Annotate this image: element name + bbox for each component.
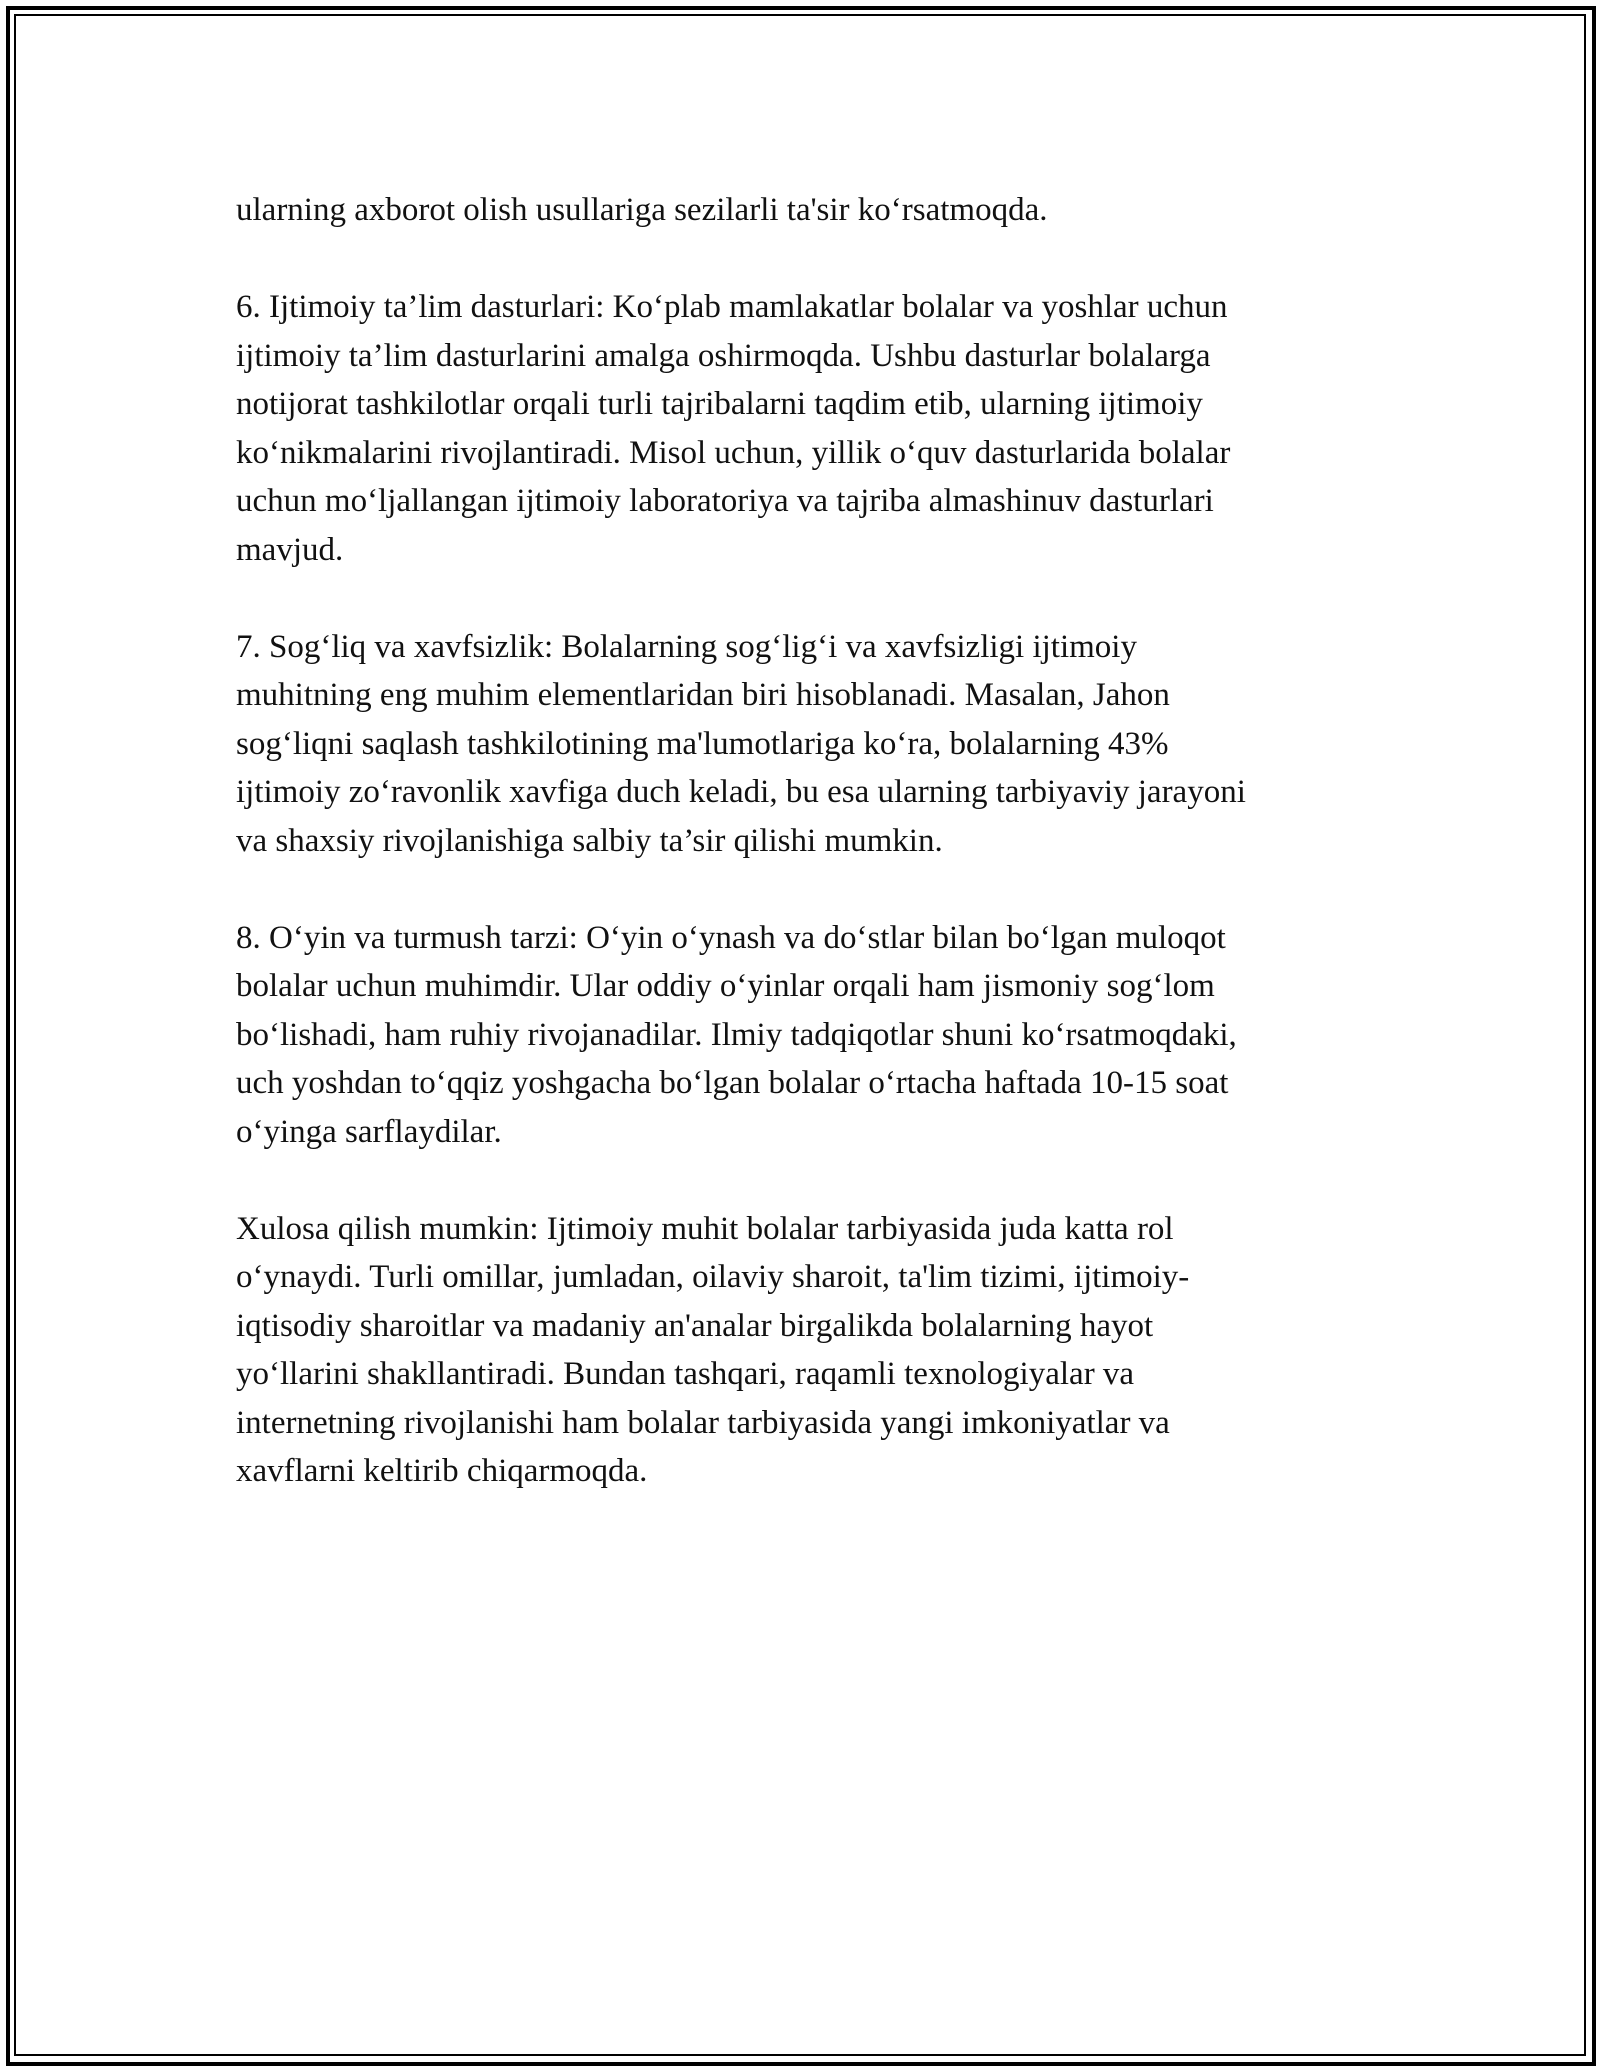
- text-line: ijtimoiy zo‘ravonlik xavfiga duch keladi, bu esa ularning tarbiyaviy jarayoni: [236, 774, 1246, 810]
- text-line: yo‘llarini shakllantiradi. Bundan tashqari, raqamli texnologiyalar va: [236, 1356, 1135, 1392]
- paragraph-conclusion: [236, 1205, 1366, 1496]
- text-line: Xulosa qilish mumkin: Ijtimoiy muhit bolalar tarbiyasida juda katta rol: [236, 1210, 1174, 1247]
- text-line: bolalar uchun muhimdir. Ular oddiy o‘yinlar orqali ham jismoniy sog‘lom: [236, 968, 1215, 1004]
- text-line: bo‘lishadi, ham ruhiy rivojanadilar. Ilmiy tadqiqotlar shuni ko‘rsatmoqdaki,: [236, 1016, 1237, 1053]
- paragraph-play-lifestyle: [236, 914, 1366, 1157]
- text-line: sog‘liqni saqlash tashkilotining ma'lumotlariga ko‘ra, bolalarning 43%: [236, 725, 1169, 762]
- text-line: uch yoshdan to‘qqiz yoshgacha bo‘lgan bolalar o‘rtacha haftada 10-15 soat: [236, 1065, 1229, 1101]
- text-line: ko‘nikmalarini rivojlantiradi. Misol uchun, yillik o‘quv dasturlarida bolalar: [236, 434, 1231, 471]
- text-line: va shaxsiy rivojlanishiga salbiy ta’sir qilishi mumkin.: [236, 822, 943, 859]
- text-line: 6. Ijtimoiy ta’lim dasturlari: Ko‘plab mamlakatlar bolalar va yoshlar uchun: [236, 289, 1228, 325]
- text-line: uchun mo‘ljallangan ijtimoiy laboratoriya va tajriba almashinuv dasturlari: [236, 483, 1214, 519]
- text-line: muhitning eng muhim elementlaridan biri hisoblanadi. Masalan, Jahon: [236, 677, 1170, 713]
- paragraph-health-safety: [236, 623, 1366, 866]
- text-line: iqtisodiy sharoitlar va madaniy an'analar birgalikda bolalarning hayot: [236, 1307, 1154, 1344]
- text-line: 7. Sog‘liq va xavfsizlik: Bolalarning sog‘lig‘i va xavfsizligi ijtimoiy: [236, 628, 1137, 665]
- text-line: o‘ynaydi. Turli omillar, jumladan, oilaviy sharoit, ta'lim tizimi, ijtimoiy-: [236, 1259, 1190, 1295]
- document-body: [236, 186, 1366, 1496]
- text-line: xavflarni keltirib chiqarmoqda.: [236, 1453, 648, 1489]
- text-line: ijtimoiy ta’lim dasturlarini amalga oshirmoqda. Ushbu dasturlar bolalarga: [236, 337, 1211, 374]
- paragraph-social-education-programs: [236, 283, 1366, 574]
- text-line: internetning rivojlanishi ham bolalar tarbiyasida yangi imkoniyatlar va: [236, 1404, 1170, 1441]
- paragraph-continuation: [236, 186, 1366, 235]
- text-line: ularning axborot olish usullariga sezilarli ta'sir ko‘rsatmoqda.: [236, 192, 1048, 228]
- text-line: notijorat tashkilotlar orqali turli tajribalarni taqdim etib, ularning ijtimoiy: [236, 386, 1203, 422]
- text-line: o‘yinga sarflaydilar.: [236, 1113, 502, 1150]
- text-line: mavjud.: [236, 531, 344, 568]
- text-line: 8. O‘yin va turmush tarzi: O‘yin o‘ynash va do‘stlar bilan bo‘lgan muloqot: [236, 919, 1226, 956]
